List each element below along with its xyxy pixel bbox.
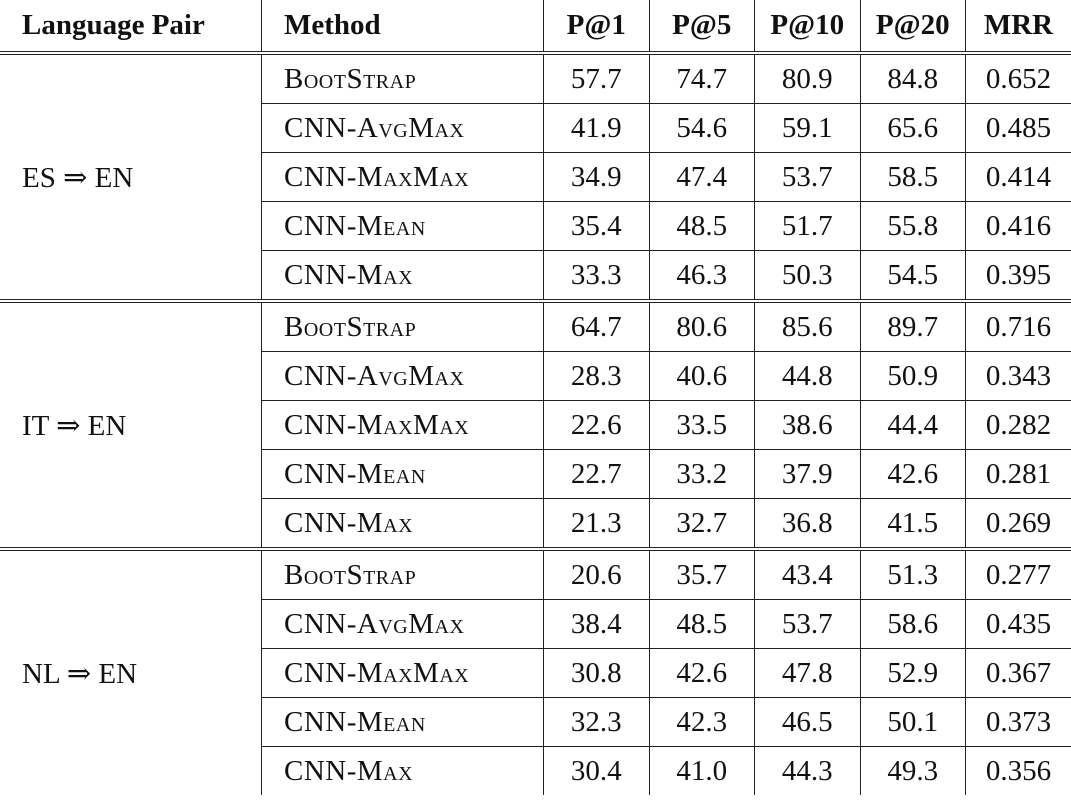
- metric-cell: 0.269: [966, 499, 1071, 550]
- metric-cell: 43.4: [755, 549, 861, 600]
- metric-cell: 0.485: [966, 104, 1071, 153]
- metric-cell: 20.6: [544, 549, 650, 600]
- method-cell: CNN-Mean: [262, 202, 544, 251]
- table-row: [0, 549, 1071, 600]
- metric-cell: 80.9: [755, 53, 861, 104]
- language-pair-cell: NL ⇒ EN: [0, 549, 262, 795]
- metric-cell: 0.277: [966, 549, 1071, 600]
- metric-cell: 35.4: [544, 202, 650, 251]
- metric-cell: 46.5: [755, 698, 861, 747]
- metric-cell: 30.8: [544, 649, 650, 698]
- metric-cell: 41.9: [544, 104, 650, 153]
- method-cell: CNN-AvgMax: [262, 600, 544, 649]
- method-cell: CNN-AvgMax: [262, 352, 544, 401]
- metric-cell: 48.5: [649, 202, 755, 251]
- metric-cell: 54.5: [860, 251, 966, 302]
- method-cell: CNN-MaxMax: [262, 153, 544, 202]
- metric-cell: 0.652: [966, 53, 1071, 104]
- metric-cell: 0.356: [966, 747, 1071, 796]
- metric-cell: 50.1: [860, 698, 966, 747]
- metric-cell: 42.6: [860, 450, 966, 499]
- metric-cell: 54.6: [649, 104, 755, 153]
- metric-cell: 42.6: [649, 649, 755, 698]
- metric-cell: 44.8: [755, 352, 861, 401]
- header-mrr: MRR: [983, 9, 1054, 41]
- metric-cell: 55.8: [860, 202, 966, 251]
- metric-cell: 28.3: [544, 352, 650, 401]
- metric-cell: 35.7: [649, 549, 755, 600]
- language-pair-cell: IT ⇒ EN: [0, 301, 262, 549]
- metric-cell: 51.3: [860, 549, 966, 600]
- metric-cell: 41.0: [649, 747, 755, 796]
- metric-cell: 21.3: [544, 499, 650, 550]
- metric-cell: 30.4: [544, 747, 650, 796]
- metric-cell: 0.367: [966, 649, 1071, 698]
- metric-cell: 49.3: [860, 747, 966, 796]
- metric-cell: 0.373: [966, 698, 1071, 747]
- header-row: [0, 0, 1071, 53]
- metric-cell: 38.6: [755, 401, 861, 450]
- header-p-at-5: P@5: [649, 0, 755, 53]
- language-pair-cell: ES ⇒ EN: [0, 53, 262, 301]
- metric-cell: 85.6: [755, 301, 861, 352]
- metric-cell: 50.9: [860, 352, 966, 401]
- metric-cell: 80.6: [649, 301, 755, 352]
- metric-cell: 40.6: [649, 352, 755, 401]
- table-body: [0, 53, 1071, 795]
- method-cell: CNN-MaxMax: [262, 401, 544, 450]
- header-p-at-20: P@20: [860, 0, 966, 53]
- metric-cell: 0.716: [966, 301, 1071, 352]
- metric-cell: 48.5: [649, 600, 755, 649]
- metric-cell: 58.5: [860, 153, 966, 202]
- method-cell: CNN-Max: [262, 747, 544, 796]
- method-cell: CNN-Max: [262, 251, 544, 302]
- header-p-at-1: P@1: [544, 0, 650, 53]
- method-cell: CNN-Mean: [262, 450, 544, 499]
- metric-cell: 50.3: [755, 251, 861, 302]
- method-cell: CNN-Max: [262, 499, 544, 550]
- table-header: [0, 0, 1071, 53]
- method-cell: BootStrap: [262, 53, 544, 104]
- metric-cell: 0.343: [966, 352, 1071, 401]
- metric-cell: 52.9: [860, 649, 966, 698]
- metric-cell: 59.1: [755, 104, 861, 153]
- metric-cell: 42.3: [649, 698, 755, 747]
- metric-cell: 0.414: [966, 153, 1071, 202]
- metric-cell: 36.8: [755, 499, 861, 550]
- method-cell: CNN-MaxMax: [262, 649, 544, 698]
- metric-cell: 44.3: [755, 747, 861, 796]
- metric-cell: 38.4: [544, 600, 650, 649]
- metric-cell: 58.6: [860, 600, 966, 649]
- metric-cell: 57.7: [544, 53, 650, 104]
- metric-cell: 32.7: [649, 499, 755, 550]
- method-cell: CNN-Mean: [262, 698, 544, 747]
- method-cell: BootStrap: [262, 301, 544, 352]
- metric-cell: 46.3: [649, 251, 755, 302]
- metric-cell: 22.6: [544, 401, 650, 450]
- metric-cell: 0.416: [966, 202, 1071, 251]
- header-method: Method: [262, 0, 544, 53]
- metric-cell: 84.8: [860, 53, 966, 104]
- header-language-pair: Language Pair: [0, 0, 262, 53]
- metric-cell: 47.4: [649, 153, 755, 202]
- metric-cell: 0.435: [966, 600, 1071, 649]
- metric-cell: 41.5: [860, 499, 966, 550]
- metric-cell: 33.5: [649, 401, 755, 450]
- metric-cell: 0.281: [966, 450, 1071, 499]
- metric-cell: 89.7: [860, 301, 966, 352]
- metric-cell: 64.7: [544, 301, 650, 352]
- metric-cell: 0.282: [966, 401, 1071, 450]
- table-row: [0, 301, 1071, 352]
- metric-cell: 0.395: [966, 251, 1071, 302]
- metric-cell: 47.8: [755, 649, 861, 698]
- metric-cell: 33.2: [649, 450, 755, 499]
- metric-cell: 33.3: [544, 251, 650, 302]
- method-cell: CNN-AvgMax: [262, 104, 544, 153]
- metric-cell: 53.7: [755, 153, 861, 202]
- metric-cell: 74.7: [649, 53, 755, 104]
- header-p-at-10: P@10: [755, 0, 861, 53]
- metric-cell: 32.3: [544, 698, 650, 747]
- metric-cell: 37.9: [755, 450, 861, 499]
- metric-cell: 44.4: [860, 401, 966, 450]
- method-cell: BootStrap: [262, 549, 544, 600]
- metric-cell: 65.6: [860, 104, 966, 153]
- table-row: [0, 53, 1071, 104]
- metric-cell: 53.7: [755, 600, 861, 649]
- metric-cell: 51.7: [755, 202, 861, 251]
- metric-cell: 22.7: [544, 450, 650, 499]
- metric-cell: 34.9: [544, 153, 650, 202]
